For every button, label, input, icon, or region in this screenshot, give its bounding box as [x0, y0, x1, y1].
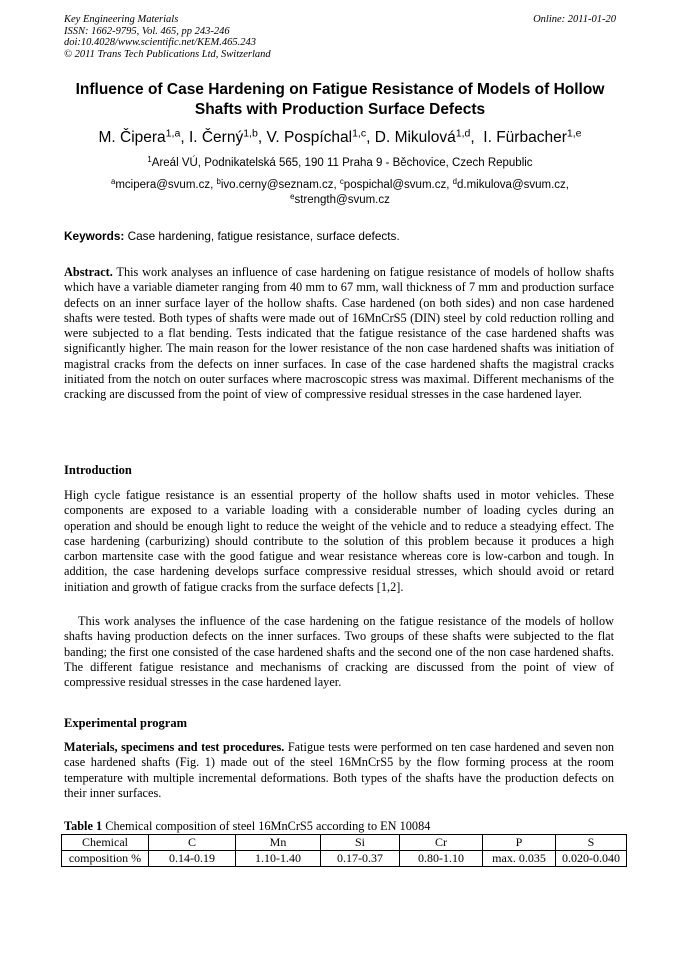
chemical-composition-table [61, 834, 627, 867]
table-cell: S [556, 835, 627, 851]
table-cell: 0.80-1.10 [400, 851, 483, 867]
author-list: M. Čipera$^{1,a}$, I. Černý$^{1,b}$, V. Pospíchal$^{1,c}$, D. Mikulová$^{1,d}$, I. Fürbacher$^{1,e}$ [98, 127, 582, 146]
table-cell: P [483, 835, 556, 851]
table-cell: max. 0.035 [483, 851, 556, 867]
table-cell: 0.17-0.37 [321, 851, 400, 867]
table-header-row [62, 835, 627, 851]
abstract [64, 265, 614, 403]
materials-label: Materials, specimens and test procedures. [64, 740, 285, 754]
table-cell: composition % [62, 851, 149, 867]
table-cell: Mn [236, 835, 321, 851]
author: M. Čipera$^{1,a}$ [98, 127, 181, 146]
abstract-text: This work analyses an influence of case hardening on fatigue resistance of models of hollow shafts which have a variable diameter ranging from 40 mm to 67 mm, wall thickness of 7 mm and production surface defects on an inner surface layer of the hollow shafts. Case hardened (on both sides) and non case hardened shafts were tested. Both types of shafts were made out of 16MnCrS5 (DIN) steel by cold reduction rolling and were subjected to a flat bending. Tests indicated that the fatigue resistance of the case hardened shafts was significantly higher. The main reason for the lower resistance of the non case hardened shafts was initiation of magistral cracks from the defects on inner surfaces. In case of the case hardened shafts the magistral cracks initiated from the notch on outer surfaces where macroscopic stress was maximal. Different mechanisms of the cracking are discussed from the point of view of compressive residual stresses in the case hardened layer. [64, 265, 614, 402]
experimental-heading: Experimental program [64, 716, 188, 730]
email[interactable]: $^d$d.mikulova@svum.cz, [452, 177, 569, 191]
title-line-2: Shafts with Production Surface Defects [194, 101, 486, 118]
email-list [64, 178, 616, 208]
table-caption [64, 819, 616, 833]
introduction-heading: Introduction [64, 463, 132, 477]
introduction-paragraph-1: High cycle fatigue resistance is an essential property of the hollow shafts used in motor vehicles. These components are exposed to a variable loading with a considerable number of loading cycles during an operation and should be enough light to reduce the weight of the vehicle and to reduce a steadying effect. The case hardening (carburizing) should contribute to the solution of this problem because it produces a high carbon martensite case with the good fatigue and wear resistance whereas core is low-carbon and tough. In addition, the case hardening develops surface compressive residual stresses, which should avoid or retard initiation and growth of fatigue cracks from the surface defects [1,2]. [64, 488, 614, 594]
keywords-text: Case hardening, fatigue resistance, surface defects. [124, 229, 400, 243]
table-cell: 0.14-0.19 [149, 851, 236, 867]
materials-text: Fatigue tests were performed on ten case hardened and seven non case hardened shafts (Fig. 1) made out of the steel 16MnCrS5 by the flow forming process at the room temperature with multiple incremental deformations. Both types of the shafts have the production defects on their inner surfaces. [64, 740, 614, 800]
author: I. Černý$^{1,b}$ [188, 127, 258, 146]
table-cell: 0.020-0.040 [556, 851, 627, 867]
table-caption-label: Table 1 [64, 819, 103, 833]
table-cell: Si [321, 835, 400, 851]
keywords-label: Keywords: [64, 229, 125, 243]
journal-header [64, 14, 616, 60]
journal-name: Key Engineering Materials [64, 14, 179, 25]
email[interactable]: $^e$strength@svum.cz [290, 192, 390, 206]
keywords [64, 229, 616, 244]
doi-line: doi:10.4028/www.scientific.net/KEM.465.243 [64, 37, 256, 48]
email[interactable]: $^a$mcipera@svum.cz, [110, 177, 217, 191]
copyright-line: © 2011 Trans Tech Publications Ltd, Switzerland [64, 48, 271, 60]
title-line-1: Influence of Case Hardening on Fatigue Resistance of Models of Hollow [75, 81, 605, 98]
author: D. Mikulová$^{1,d}$ [374, 127, 471, 146]
table-caption-text: Chemical composition of steel 16MnCrS5 according to EN 10084 [102, 819, 431, 833]
table-row [62, 851, 627, 867]
table-cell: Cr [400, 835, 483, 851]
email[interactable]: $^b$ivo.cerny@seznam.cz, [216, 177, 340, 191]
table-cell: 1.10-1.40 [236, 851, 321, 867]
introduction-paragraph-2: This work analyses the influence of the case hardening on the fatigue resistance of the models of hollow shafts having production defects on the inner surfaces. Two groups of these shafts were subjected to the flat banding; the first one consisted of the case hardened shafts and the second one of the non case hardened shafts. The different fatigue resistance and mechanisms of cracking are discussed from the point of view of compressive residual stresses in the case hardened layer. [64, 614, 614, 690]
affiliation: $^1$Areál VÚ, Podnikatelská 565, 190 11 Praha 9 - Běchovice, Czech Republic [147, 155, 533, 169]
abstract-label: Abstract. [64, 265, 113, 279]
online-date: Online: 2011-01-20 [533, 14, 616, 25]
experimental-paragraph [64, 740, 614, 801]
email[interactable]: $^c$pospichal@svum.cz, [339, 177, 453, 191]
table-cell: Chemical [62, 835, 149, 851]
paper-title [64, 80, 616, 120]
author: V. Pospíchal$^{1,c}$ [266, 127, 367, 146]
author: I. Fürbacher$^{1,e}$ [483, 127, 582, 146]
issn-line: ISSN: 1662-9795, Vol. 465, pp 243-246 [64, 25, 230, 37]
table-cell: C [149, 835, 236, 851]
